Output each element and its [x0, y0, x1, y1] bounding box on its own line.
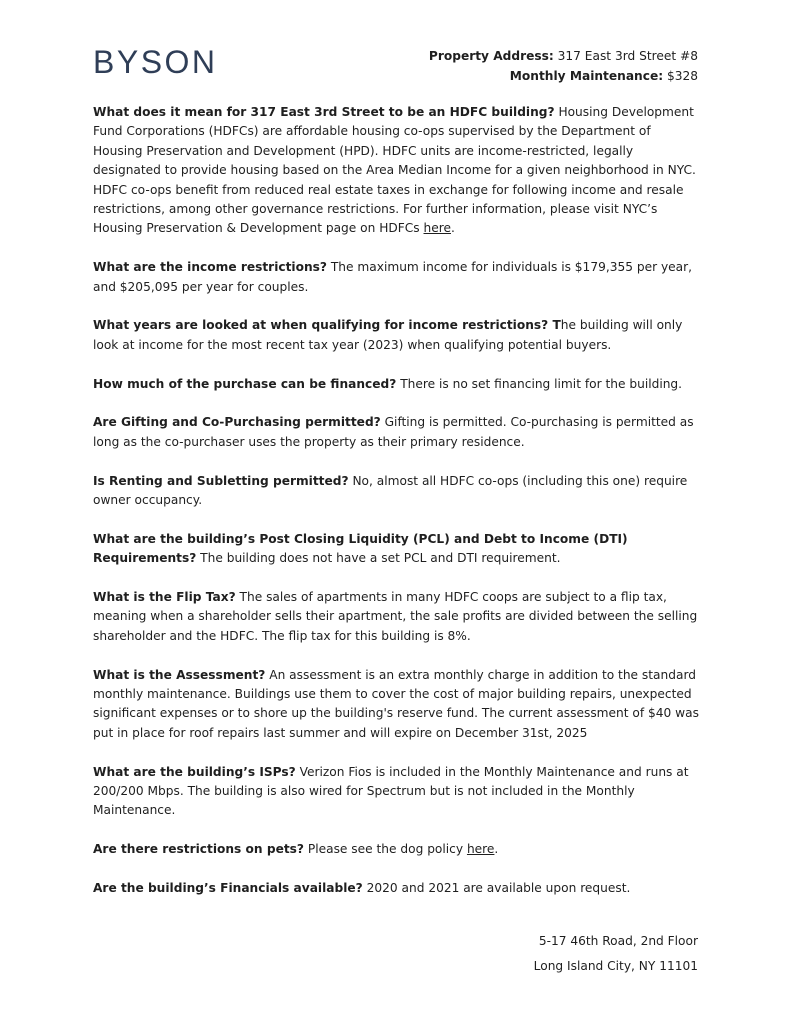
maintenance-label: Monthly Maintenance:: [509, 69, 664, 83]
faq-qualifying-years: [93, 316, 703, 355]
faq-answer: The building does not have a set PCL and DTI requirement.: [200, 551, 561, 566]
faq-isps: [93, 763, 703, 821]
dog-policy-link[interactable]: here: [466, 842, 495, 857]
faq-question: What are the income restrictions?: [93, 260, 327, 275]
faq-income-restrictions: [93, 258, 703, 297]
faq-answer: 2020 and 2021 are available upon request.: [366, 881, 631, 896]
faq-question: Are there restrictions on pets?: [93, 842, 304, 857]
faq-answer: he building will only look at income for the most recent tax year (2023) when qualifying potential buyers.: [93, 318, 683, 352]
faq-question: What is the Flip Tax?: [93, 590, 236, 605]
faq-answer: Please see the dog policy: [307, 842, 464, 857]
faq-pcl-dti: [93, 530, 703, 569]
faq-financing: [93, 375, 703, 394]
address-value: 317 East 3rd Street #8: [557, 49, 698, 63]
faq-pets: Are there restrictions on pets? Please see the dog policy here.: [93, 842, 499, 857]
monthly-maintenance: [429, 66, 698, 86]
faq-answer: Gifting is permitted. Co-purchasing is permitted as long as the co-purchaser uses the property as their primary residence.: [93, 415, 694, 449]
maintenance-value: $328: [666, 69, 698, 83]
faq-question: Are the building’s Financials available?: [93, 881, 363, 896]
faq-assessment: [93, 666, 703, 744]
faq-answer: There is no set financing limit for the building.: [400, 376, 683, 391]
faq-question: What does it mean for 317 East 3rd Street to be an HDFC building?: [93, 105, 555, 119]
faq-gifting: [93, 413, 703, 452]
faq-answer: No, almost all HDFC co-ops (including this one) require owner occupancy.: [93, 473, 688, 508]
faq-hdfc-meaning: What does it mean for 317 East 3rd Street to be an HDFC building? Housing Development Fund Corporations (HDFCs) are affordable housing co-ops supervised by the Department of Housing Preservation and Development (HPD). HDFC units are income-restricted, legally designated to provide housing based on the Area Median Income for a given neighborhood in NYC. HDFC co-ops benefit from reduced real estate taxes in exchange for following income and resale restrictions, among other governance restrictions. For further information, please visit NYC’s Housing Preservation & Development page on HDFCs here.: [93, 105, 696, 236]
faq-answer: Verizon Fios is included in the Monthly Maintenance and runs at 200/200 Mbps. The building is also wired for Spectrum but is not included in the Monthly Maintenance.: [93, 764, 689, 818]
faq-question: How much of the purchase can be financed?: [93, 376, 397, 391]
faq-answer: The sales of apartments in many HDFC coops are subject to a flip tax, meaning when a shareholder sells their apartment, the sale profits are divided between the selling shareholder and the HDFC. The flip tax for this building is 8%.: [93, 590, 698, 643]
faq-question: What years are looked at when qualifying for income restrictions? T: [93, 318, 561, 333]
company-logo: BYSON: [93, 44, 218, 80]
faq-answer: Housing Development Fund Corporations (HDFCs) are affordable housing co-ops supervised by the Department of Housing Preservation and Development (HPD). HDFC units are income-restricted, legally designated to provide housing based on the Area Median Income for a given neighborhood in NYC. HDFC co-ops benefit from reduced real estate taxes in exchange for following income and resale restrictions, among other governance restrictions. For further information, please visit NYC’s Housing Preservation & Development page on HDFCs: [93, 105, 696, 236]
faq-renting: [93, 472, 703, 511]
faq-flip-tax: [93, 588, 703, 646]
company-address: [534, 929, 698, 979]
faq-question: What are the building’s ISPs?: [93, 764, 296, 779]
address-label: Property Address:: [428, 49, 554, 63]
faq-financials: [93, 879, 703, 898]
faq-question: Are Gifting and Co-Purchasing permitted?: [93, 415, 381, 430]
faq-answer: An assessment is an extra monthly charge in addition to the standard monthly maintenance. Buildings use them to cover the cost of major building repairs, unexpected significant expenses or to shore up the building's reserve fund. The current assessment of $40 was put in place for roof repairs last summer and will expire on December 31st, 2025: [93, 667, 699, 740]
address-line-1: 5-17 46th Road, 2nd Floor: [538, 934, 698, 948]
faq-list: [93, 103, 703, 918]
faq-question: What is the Assessment?: [93, 667, 266, 682]
faq-answer: The maximum income for individuals is $179,355 per year, and $205,095 per year for couples.: [93, 260, 693, 294]
faq-question: Is Renting and Subletting permitted?: [93, 473, 349, 488]
address-line-2: Long Island City, NY 11101: [533, 959, 698, 973]
property-address: [429, 46, 698, 66]
hpd-hdfc-link[interactable]: here: [423, 221, 451, 236]
property-header: [429, 46, 698, 86]
faq-question: What are the building’s Post Closing Liquidity (PCL) and Debt to Income (DTI) Requirements?: [93, 531, 628, 566]
